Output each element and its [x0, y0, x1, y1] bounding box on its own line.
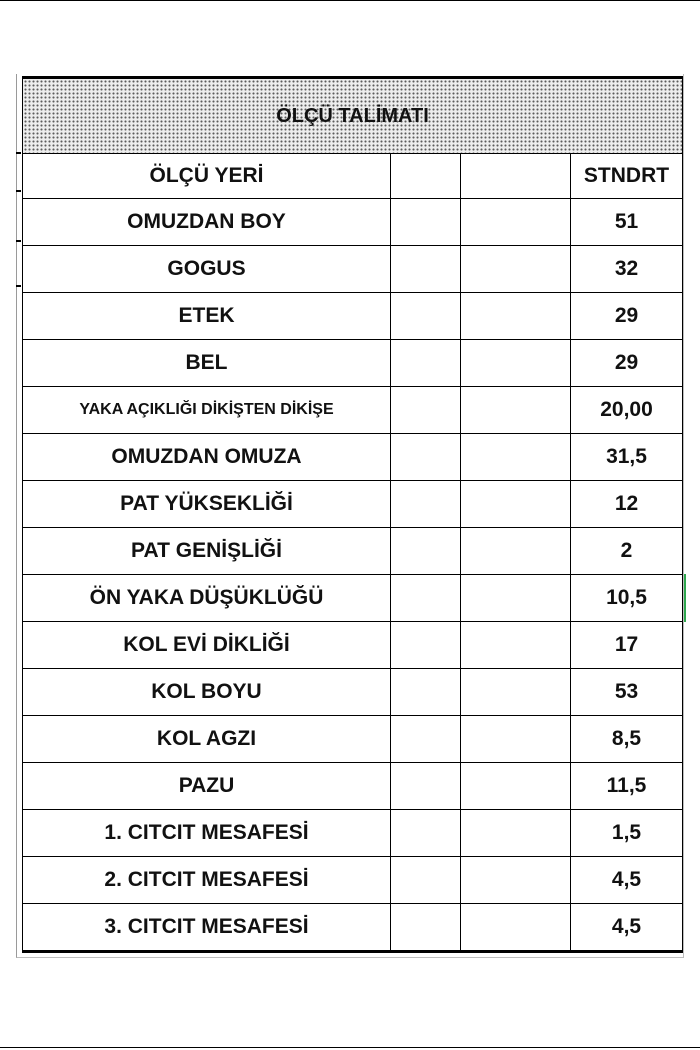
empty-cell[interactable]	[461, 904, 571, 952]
measure-point-cell[interactable]: KOL AGZI	[23, 716, 391, 763]
standard-value-cell[interactable]: 2	[571, 528, 683, 575]
header-standard[interactable]: STNDRT	[571, 154, 683, 199]
standard-value-cell[interactable]: 20,00	[571, 387, 683, 434]
standard-value-cell[interactable]: 4,5	[571, 857, 683, 904]
header-measure-point[interactable]: ÖLÇÜ YERİ	[23, 154, 391, 199]
measure-point-cell[interactable]: BEL	[23, 340, 391, 387]
table-row	[23, 716, 683, 763]
empty-cell[interactable]	[391, 575, 461, 622]
empty-cell[interactable]	[391, 857, 461, 904]
measure-point-cell[interactable]: YAKA AÇIKLIĞI DİKİŞTEN DİKİŞE	[23, 387, 391, 434]
sheet-title[interactable]: ÖLÇÜ TALİMATI	[23, 78, 683, 154]
measure-point-cell[interactable]: ETEK	[23, 293, 391, 340]
empty-cell[interactable]	[391, 904, 461, 952]
table-row	[23, 340, 683, 387]
table-row	[23, 810, 683, 857]
empty-cell[interactable]	[461, 199, 571, 246]
empty-cell[interactable]	[461, 340, 571, 387]
empty-cell[interactable]	[391, 434, 461, 481]
empty-cell[interactable]	[461, 716, 571, 763]
empty-cell[interactable]	[461, 387, 571, 434]
empty-cell[interactable]	[391, 387, 461, 434]
standard-value-cell[interactable]: 29	[571, 293, 683, 340]
measure-point-cell[interactable]: PAZU	[23, 763, 391, 810]
standard-value-cell[interactable]: 53	[571, 669, 683, 716]
empty-cell[interactable]	[461, 575, 571, 622]
empty-cell[interactable]	[391, 810, 461, 857]
measure-point-cell[interactable]: 1. CITCIT MESAFESİ	[23, 810, 391, 857]
empty-cell[interactable]	[461, 810, 571, 857]
table-row	[23, 293, 683, 340]
header-row	[23, 154, 683, 199]
measure-point-cell[interactable]: GOGUS	[23, 246, 391, 293]
standard-value-cell[interactable]: 32	[571, 246, 683, 293]
empty-cell[interactable]	[391, 293, 461, 340]
empty-cell[interactable]	[461, 669, 571, 716]
measure-point-cell[interactable]: OMUZDAN OMUZA	[23, 434, 391, 481]
measure-point-cell[interactable]: KOL EVİ DİKLİĞİ	[23, 622, 391, 669]
standard-value-cell[interactable]: 29	[571, 340, 683, 387]
table-row	[23, 246, 683, 293]
empty-cell[interactable]	[461, 293, 571, 340]
page-top-rule	[0, 0, 700, 1]
measurement-table	[22, 76, 683, 953]
measure-point-cell[interactable]: PAT GENİŞLİĞİ	[23, 528, 391, 575]
empty-cell[interactable]	[461, 481, 571, 528]
empty-cell[interactable]	[461, 154, 571, 199]
empty-cell[interactable]	[461, 763, 571, 810]
empty-cell[interactable]	[391, 716, 461, 763]
measure-point-cell[interactable]: ÖN YAKA DÜŞÜKLÜĞÜ	[23, 575, 391, 622]
standard-value-cell[interactable]: 4,5	[571, 904, 683, 952]
empty-cell[interactable]	[391, 528, 461, 575]
empty-cell[interactable]	[461, 434, 571, 481]
page-bottom-rule	[0, 1047, 700, 1048]
table-row	[23, 904, 683, 952]
empty-cell[interactable]	[461, 857, 571, 904]
empty-cell[interactable]	[391, 154, 461, 199]
standard-value-cell[interactable]: 1,5	[571, 810, 683, 857]
measure-point-cell[interactable]: 2. CITCIT MESAFESİ	[23, 857, 391, 904]
table-row	[23, 575, 683, 622]
table-row	[23, 528, 683, 575]
row-tick	[16, 240, 21, 242]
measure-point-cell[interactable]: PAT YÜKSEKLİĞİ	[23, 481, 391, 528]
table-row	[23, 622, 683, 669]
standard-value-cell[interactable]: 51	[571, 199, 683, 246]
empty-cell[interactable]	[391, 481, 461, 528]
standard-value-cell[interactable]: 31,5	[571, 434, 683, 481]
row-tick	[16, 190, 21, 192]
empty-cell[interactable]	[461, 622, 571, 669]
standard-value-cell[interactable]: 17	[571, 622, 683, 669]
table-row	[23, 857, 683, 904]
empty-cell[interactable]	[391, 763, 461, 810]
table-row	[23, 199, 683, 246]
standard-value-cell[interactable]: 11,5	[571, 763, 683, 810]
table-row	[23, 763, 683, 810]
empty-cell[interactable]	[391, 246, 461, 293]
table-row	[23, 434, 683, 481]
empty-cell[interactable]	[391, 199, 461, 246]
empty-cell[interactable]	[391, 622, 461, 669]
measure-point-cell[interactable]: KOL BOYU	[23, 669, 391, 716]
title-row	[23, 78, 683, 154]
table-row	[23, 387, 683, 434]
empty-cell[interactable]	[461, 246, 571, 293]
table-row	[23, 481, 683, 528]
standard-value-cell[interactable]: 8,5	[571, 716, 683, 763]
measure-point-cell[interactable]: OMUZDAN BOY	[23, 199, 391, 246]
empty-cell[interactable]	[391, 340, 461, 387]
row-tick	[16, 285, 21, 287]
empty-cell[interactable]	[461, 528, 571, 575]
table-row	[23, 669, 683, 716]
standard-value-cell[interactable]: 10,5	[571, 575, 683, 622]
cell-selection-mark	[684, 574, 686, 622]
standard-value-cell[interactable]: 12	[571, 481, 683, 528]
measure-point-cell[interactable]: 3. CITCIT MESAFESİ	[23, 904, 391, 952]
row-tick	[16, 152, 21, 154]
empty-cell[interactable]	[391, 669, 461, 716]
